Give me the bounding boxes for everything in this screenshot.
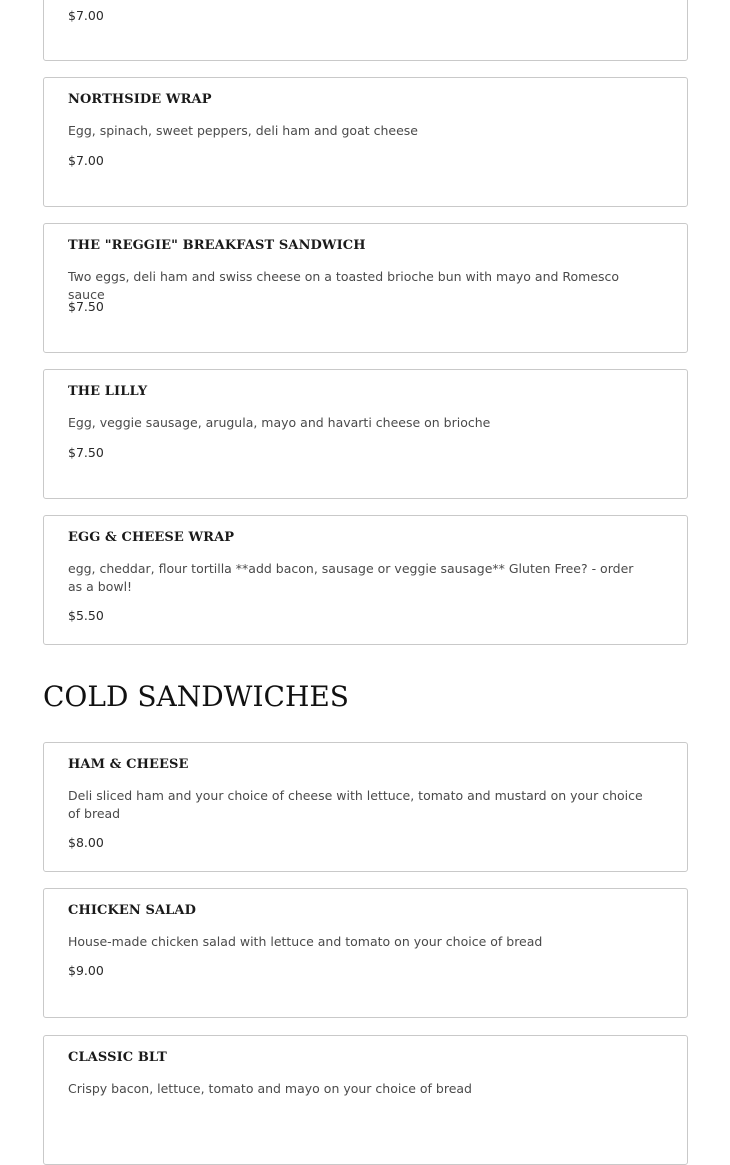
- item-description: Crispy bacon, lettuce, tomato and mayo on your choice of bread: [68, 1081, 472, 1096]
- item-name: THE LILLY: [68, 384, 148, 399]
- item-description: Two eggs, deli ham and swiss cheese on a toasted brioche bun with mayo and Romesco sauce: [68, 269, 620, 302]
- section-heading: COLD SANDWICHES: [43, 680, 349, 713]
- item-price: $5.50: [68, 608, 104, 623]
- item-description: House-made chicken salad with lettuce and tomato on your choice of bread: [68, 934, 543, 949]
- item-price: $7.50: [68, 299, 104, 314]
- item-name: THE "REGGIE" BREAKFAST SANDWICH: [68, 238, 366, 253]
- menu-item-card[interactable]: [43, 223, 688, 353]
- item-name: HAM & CHEESE: [68, 757, 189, 772]
- item-price: $8.00: [68, 835, 104, 850]
- menu-item-card[interactable]: [43, 0, 688, 61]
- item-name: EGG & CHEESE WRAP: [68, 530, 235, 545]
- item-description: Egg, spinach, sweet peppers, deli ham and goat cheese: [68, 123, 418, 138]
- item-description: Deli sliced ham and your choice of cheese with lettuce, tomato and mustard on your choice of bread: [68, 788, 643, 821]
- menu-item-card[interactable]: [43, 888, 688, 1018]
- item-description: Egg, veggie sausage, arugula, mayo and havarti cheese on brioche: [68, 415, 491, 430]
- item-price: $7.00: [68, 8, 104, 23]
- item-price: $9.00: [68, 963, 104, 978]
- menu-item-card[interactable]: [43, 515, 688, 645]
- item-name: NORTHSIDE WRAP: [68, 92, 212, 107]
- menu-item-card[interactable]: [43, 369, 688, 499]
- item-price: $7.50: [68, 445, 104, 460]
- item-name: CLASSIC BLT: [68, 1050, 167, 1065]
- item-description: egg, cheddar, flour tortilla **add bacon, sausage or veggie sausage** Gluten Free? - order as a bowl!: [68, 561, 634, 594]
- menu-item-card[interactable]: [43, 1035, 688, 1165]
- item-price: $7.00: [68, 153, 104, 168]
- item-name: CHICKEN SALAD: [68, 903, 196, 918]
- menu-item-card[interactable]: [43, 77, 688, 207]
- menu-item-card[interactable]: [43, 742, 688, 872]
